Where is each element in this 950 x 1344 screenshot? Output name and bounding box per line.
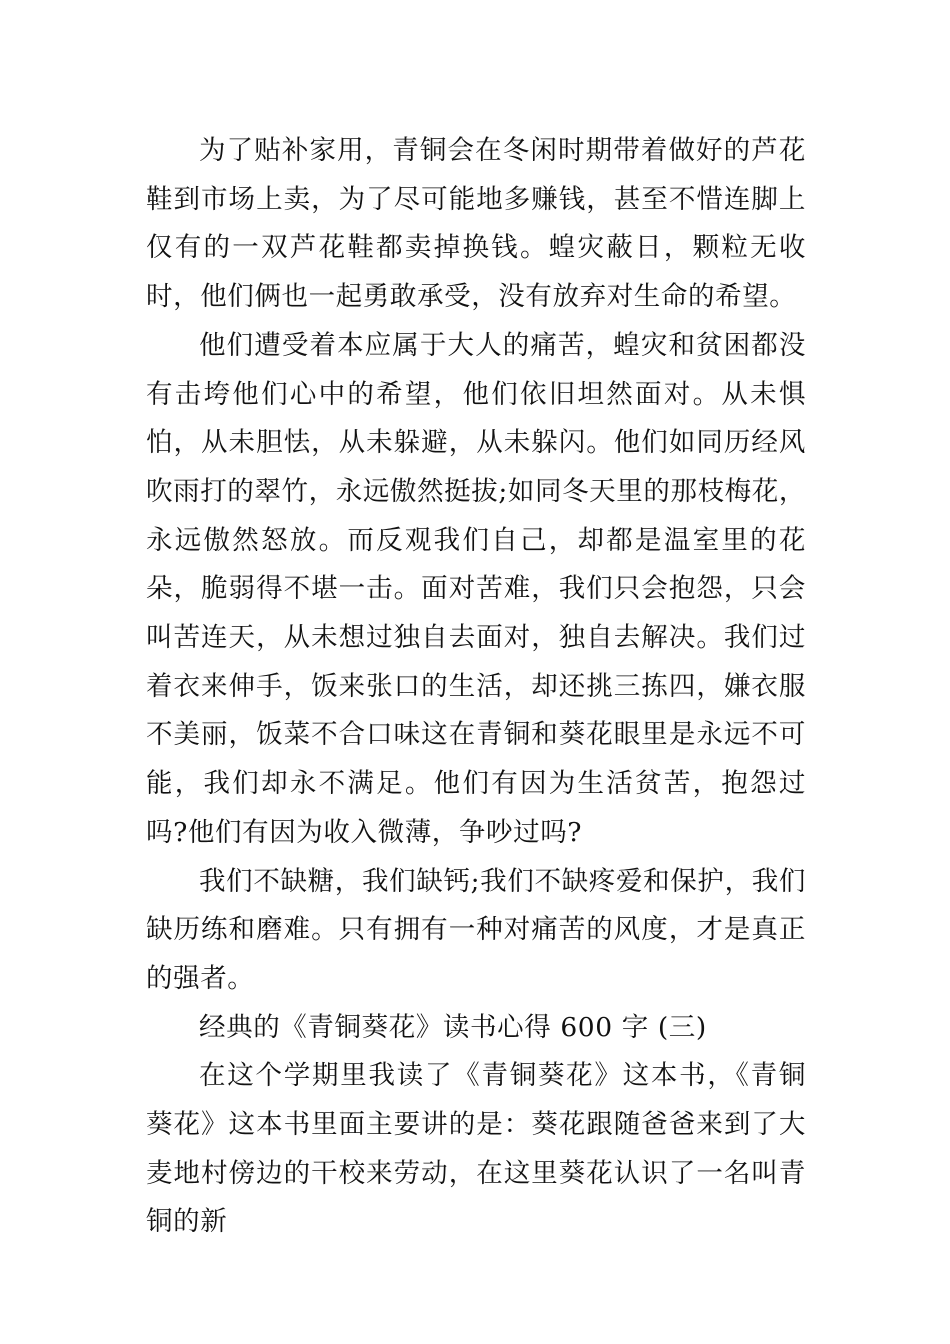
section-heading: 经典的《青铜葵花》读书心得 600 字 (三) bbox=[199, 1011, 707, 1043]
paragraph-4: 在这个学期里我读了《青铜葵花》这本书，《青铜葵花》这本书里面主要讲的是：葵花跟随爸爸来到了大麦地村傍边的干校来劳动，在这里葵花认识了一名叫青铜的新 bbox=[146, 1060, 806, 1238]
paragraph-3: 我们不缺糖，我们缺钙;我们不缺疼爱和保护，我们缺历练和磨难。只有拥有一种对痛苦的风度，才是真正的强者。 bbox=[146, 865, 806, 994]
paragraph-1: 为了贴补家用，青铜会在冬闲时期带着做好的芦花鞋到市场上卖，为了尽可能地多赚钱，甚至不惜连脚上仅有的一双芦花鞋都卖掉换钱。蝗灾蔽日，颗粒无收时，他们俩也一起勇敢承受，没有放弃对生命的希望。 bbox=[146, 135, 806, 313]
document-body bbox=[146, 127, 806, 1247]
paragraph-2: 他们遭受着本应属于大人的痛苦，蝗灾和贫困都没有击垮他们心中的希望，他们依旧坦然面对。从未惧怕，从未胆怯，从未躲避，从未躲闪。他们如同历经风吹雨打的翠竹，永远傲然挺拔;如同冬天里的那枝梅花，永远傲然怒放。而反观我们自己，却都是温室里的花朵，脆弱得不堪一击。面对苦难，我们只会抱怨，只会叫苦连天，从未想过独自去面对，独自去解决。我们过着衣来伸手，饭来张口的生活，却还挑三拣四，嫌衣服不美丽，饭菜不合口味这在青铜和葵花眼里是永远不可能，我们却永不满足。他们有因为生活贫苦，抱怨过吗?他们有因为收入微薄，争吵过吗? bbox=[146, 329, 806, 848]
